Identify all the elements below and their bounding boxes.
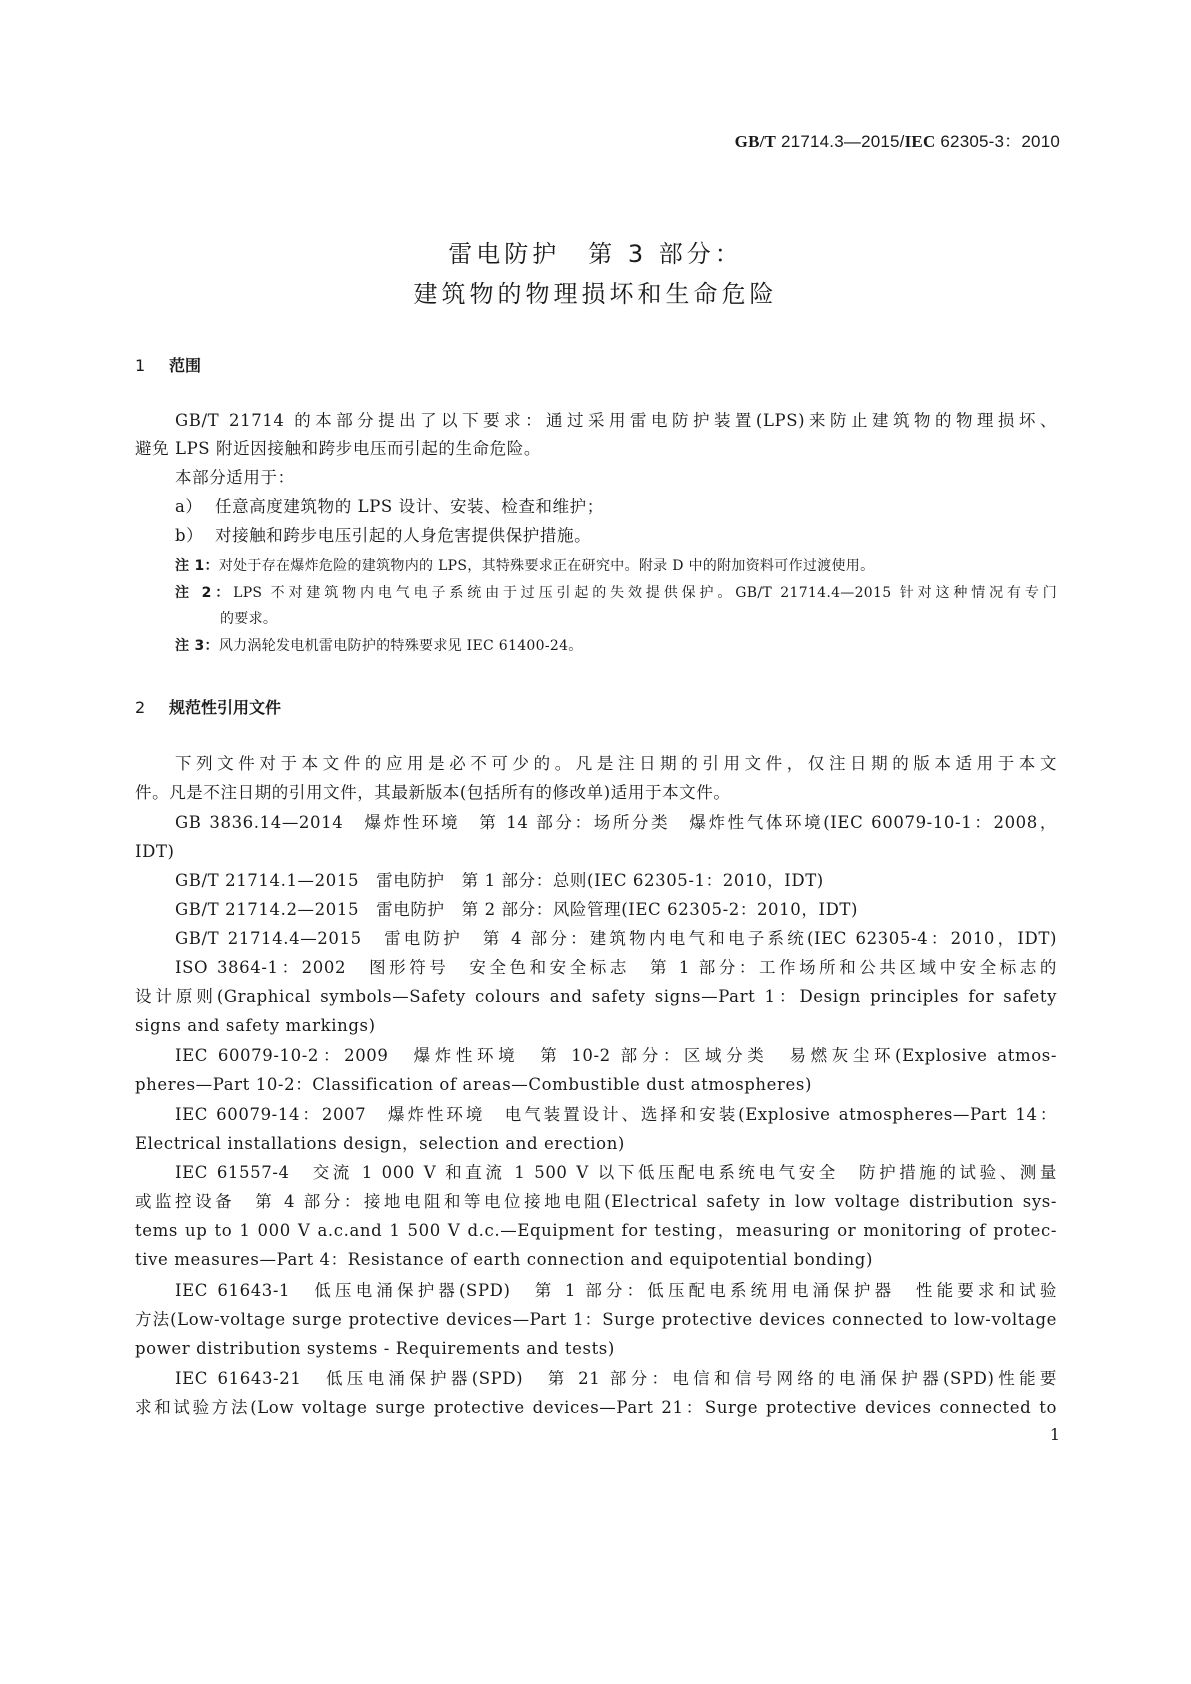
note-text: LPS 不对建筑物内电气电子系统由于过压引起的失效提供保护。GB/T 21714.4—2015 针对这种情况有专门	[233, 585, 1057, 601]
reference-entry: ISO 3864-1：2002 图形符号 安全色和安全标志 第 1 部分：工作场所和公共区域中安全标志的	[175, 958, 1057, 977]
reference-entry: IEC 61643-21 低压电涌保护器(SPD) 第 21 部分：电信和信号网络的电涌保护器(SPD)性能要	[175, 1369, 1057, 1388]
note-text: 风力涡轮发电机雷电防护的特殊要求见 IEC 61400-24。	[218, 638, 583, 654]
reference-entry: IEC 60079-10-2：2009 爆炸性环境 第 10-2 部分：区域分类 易燃灰尘环(Explosive atmos-	[175, 1046, 1057, 1065]
reference-entry-continuation: power distribution systems - Requirements and tests)	[135, 1339, 615, 1358]
note-label: 注 1：	[175, 558, 219, 574]
scope-paragraph-line: GB/T 21714 的本部分提出了以下要求：通过采用雷电防护装置(LPS)来防止建筑物的物理损坏、	[175, 411, 1057, 430]
reference-entry-continuation: pheres—Part 10-2：Classification of areas—Combustible dust atmospheres)	[135, 1075, 812, 1094]
note-label: 注 3：	[175, 638, 219, 654]
note-1	[175, 556, 1057, 576]
standard-prefix: GB/T	[734, 132, 777, 151]
list-item	[175, 496, 1097, 518]
section-heading-normative-references	[135, 695, 281, 718]
reference-entry-continuation: 求和试验方法(Low voltage surge protective devices—Part 21：Surge protective devices connected to	[135, 1398, 1057, 1417]
applies-to-text: 本部分适用于：	[175, 468, 295, 487]
standard-code: 21714.3—2015/	[781, 132, 905, 151]
section-number: 2	[135, 698, 146, 717]
iec-prefix: IEC	[904, 132, 936, 151]
note-2-continuation: 的要求。	[220, 611, 278, 627]
list-text: 对接触和跨步电压引起的人身危害提供保护措施。	[215, 526, 592, 545]
list-text: 任意高度建筑物的 LPS 设计、安装、检查和维护；	[215, 497, 604, 516]
section-heading-scope	[135, 353, 201, 376]
reference-entry: IEC 61557-4 交流 1 000 V 和直流 1 500 V 以下低压配电系统电气安全 防护措施的试验、测量	[175, 1163, 1057, 1182]
document-title-line-2: 建筑物的物理损坏和生命危险	[413, 280, 778, 308]
reference-entry-continuation: tems up to 1 000 V a.c.and 1 500 V d.c.—Equipment for testing，measuring or monitoring of protec-	[135, 1221, 1057, 1240]
note-3	[175, 636, 1057, 656]
reference-entry-continuation: 设计原则(Graphical symbols—Safety colours and safety signs—Part 1：Design principles for safety	[135, 987, 1057, 1006]
reference-entry: GB 3836.14—2014 爆炸性环境 第 14 部分：场所分类 爆炸性气体环境(IEC 60079-10-1：2008，	[175, 813, 1057, 832]
reference-entry-continuation: signs and safety markings)	[135, 1016, 376, 1035]
document-title-line-1: 雷电防护 第 3 部分：	[448, 240, 743, 268]
list-marker: b）	[175, 526, 204, 545]
reference-entry: IEC 60079-14：2007 爆炸性环境 电气装置设计、选择和安装(Explosive atmospheres—Part 14：	[175, 1105, 1057, 1124]
references-intro-line: 下列文件对于本文件的应用是必不可少的。凡是注日期的引用文件，仅注日期的版本适用于本文	[175, 754, 1057, 773]
reference-entry-continuation: 或监控设备 第 4 部分：接地电阻和等电位接地电阻(Electrical safety in low voltage distribution sys-	[135, 1192, 1057, 1211]
reference-entry-continuation: tive measures—Part 4：Resistance of earth connection and equipotential bonding)	[135, 1250, 874, 1269]
reference-entry: GB/T 21714.2—2015 雷电防护 第 2 部分：风险管理(IEC 62305-2：2010，IDT)	[175, 900, 859, 919]
reference-entry-continuation: IDT)	[135, 842, 175, 861]
references-intro-line: 件。凡是不注日期的引用文件，其最新版本(包括所有的修改单)适用于本文件。	[135, 783, 731, 802]
list-item	[175, 525, 1097, 547]
note-2	[175, 583, 1057, 603]
standard-number-header	[735, 127, 1060, 152]
reference-entry-continuation: Electrical installations design，selection and erection)	[135, 1134, 625, 1153]
section-number: 1	[135, 356, 146, 375]
note-text: 对处于存在爆炸危险的建筑物内的 LPS，其特殊要求正在研究中。附录 D 中的附加资料可作过渡使用。	[218, 558, 875, 574]
reference-entry: GB/T 21714.4—2015 雷电防护 第 4 部分：建筑物内电气和电子系统(IEC 62305-4：2010，IDT)	[175, 929, 1057, 948]
scope-paragraph-line: 避免 LPS 附近因接触和跨步电压而引起的生命危险。	[135, 439, 541, 458]
reference-entry-continuation: 方法(Low-voltage surge protective devices—Part 1：Surge protective devices connected to low-voltage	[135, 1310, 1057, 1329]
reference-entry: GB/T 21714.1—2015 雷电防护 第 1 部分：总则(IEC 62305-1：2010，IDT)	[175, 871, 824, 890]
iec-code: 62305-3：2010	[940, 132, 1060, 151]
list-marker: a）	[175, 497, 203, 516]
reference-entry: IEC 61643-1 低压电涌保护器(SPD) 第 1 部分：低压配电系统用电涌保护器 性能要求和试验	[175, 1281, 1057, 1300]
section-title: 范围	[169, 356, 202, 375]
section-title: 规范性引用文件	[169, 698, 282, 717]
note-label: 注 2：	[175, 585, 234, 601]
page-number: 1	[1049, 1425, 1060, 1444]
